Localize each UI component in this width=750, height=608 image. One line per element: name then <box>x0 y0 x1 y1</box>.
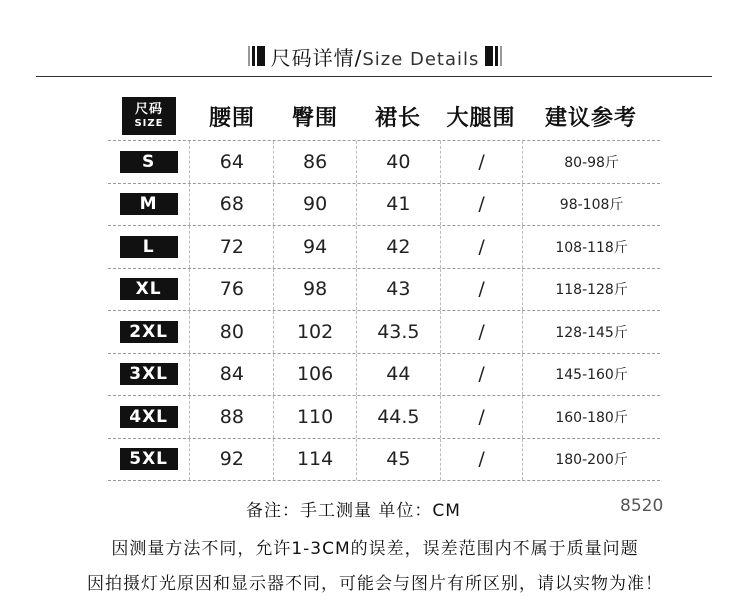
title-deco-left <box>248 46 265 66</box>
waist-cell: 92 <box>189 439 273 481</box>
size-table <box>108 92 660 481</box>
length-cell: 40 <box>356 141 440 183</box>
table-row <box>108 395 660 438</box>
thigh-cell: / <box>440 226 522 268</box>
thigh-cell: / <box>440 354 522 396</box>
size-cell <box>108 396 189 438</box>
thigh-cell: / <box>440 396 522 438</box>
reference-cell: 80-98斤 <box>522 141 660 183</box>
table-row <box>108 268 660 311</box>
reference-cell: 118-128斤 <box>522 269 660 311</box>
header-hip: 臀围 <box>291 105 338 131</box>
hip-cell: 94 <box>273 226 355 268</box>
reference-cell: 128-145斤 <box>522 311 660 353</box>
title-row <box>0 40 750 72</box>
size-cell <box>108 141 189 183</box>
hip-cell: 114 <box>273 439 355 481</box>
size-badge <box>122 97 176 135</box>
reference-cell: 98-108斤 <box>522 184 660 226</box>
table-row <box>108 353 660 396</box>
waist-cell: 72 <box>189 226 273 268</box>
reference-cell: 180-200斤 <box>522 439 660 481</box>
hip-cell: 86 <box>273 141 355 183</box>
hip-cell: 106 <box>273 354 355 396</box>
reference-cell: 108-118斤 <box>522 226 660 268</box>
note-row <box>0 496 750 520</box>
thigh-cell: / <box>440 184 522 226</box>
length-cell: 45 <box>356 439 440 481</box>
title-divider <box>36 76 712 77</box>
length-cell: 41 <box>356 184 440 226</box>
size-badge-en: SIZE <box>134 118 164 129</box>
header-length: 裙长 <box>374 105 421 131</box>
size-cell <box>108 439 189 481</box>
size-cell <box>108 269 189 311</box>
length-cell: 43.5 <box>356 311 440 353</box>
size-label: 2XL <box>120 321 178 343</box>
length-cell: 43 <box>356 269 440 311</box>
title-en: Size Details <box>362 48 480 70</box>
thigh-cell: / <box>440 269 522 311</box>
size-badge-zh: 尺码 <box>134 102 163 117</box>
waist-cell: 68 <box>189 184 273 226</box>
table-row <box>108 183 660 226</box>
size-cell <box>108 354 189 396</box>
size-label: L <box>120 236 178 258</box>
size-label: S <box>120 151 178 173</box>
header-reference: 建议参考 <box>544 105 637 131</box>
title-zh: 尺码详情/ <box>270 45 363 70</box>
size-label: M <box>120 193 178 215</box>
waist-cell: 80 <box>189 311 273 353</box>
table-row <box>108 140 660 183</box>
page-title <box>271 42 480 71</box>
table-header <box>108 92 660 140</box>
disclaimer-color: 因拍摄灯光原因和显示器不同，可能会与图片有所区别，请以实物为准！ <box>87 574 663 594</box>
waist-cell: 84 <box>189 354 273 396</box>
length-cell: 44.5 <box>356 396 440 438</box>
note-text: 备注：手工测量 单位：CM <box>246 501 461 521</box>
length-cell: 42 <box>356 226 440 268</box>
waist-cell: 64 <box>189 141 273 183</box>
product-code: 8520 <box>620 496 664 516</box>
size-cell <box>108 311 189 353</box>
hip-cell: 98 <box>273 269 355 311</box>
length-cell: 44 <box>356 354 440 396</box>
hip-cell: 90 <box>273 184 355 226</box>
thigh-cell: / <box>440 141 522 183</box>
table-row <box>108 225 660 268</box>
size-label: 5XL <box>120 448 178 470</box>
header-waist: 腰围 <box>208 105 255 131</box>
table-row <box>108 310 660 353</box>
disclaimer-measurement: 因测量方法不同，允许1-3CM的误差，误差范围内不属于质量问题 <box>111 539 639 559</box>
reference-cell: 145-160斤 <box>522 354 660 396</box>
size-label: 4XL <box>120 406 178 428</box>
thigh-cell: / <box>440 311 522 353</box>
hip-cell: 110 <box>273 396 355 438</box>
table-body <box>108 140 660 481</box>
thigh-cell: / <box>440 439 522 481</box>
reference-cell: 160-180斤 <box>522 396 660 438</box>
size-cell <box>108 184 189 226</box>
header-size-cell <box>108 97 190 135</box>
size-label: 3XL <box>120 363 178 385</box>
header-thigh: 大腿围 <box>446 105 516 131</box>
title-deco-right <box>485 46 502 66</box>
waist-cell: 88 <box>189 396 273 438</box>
hip-cell: 102 <box>273 311 355 353</box>
size-cell <box>108 226 189 268</box>
table-row <box>108 438 660 482</box>
size-label: XL <box>120 278 178 300</box>
waist-cell: 76 <box>189 269 273 311</box>
